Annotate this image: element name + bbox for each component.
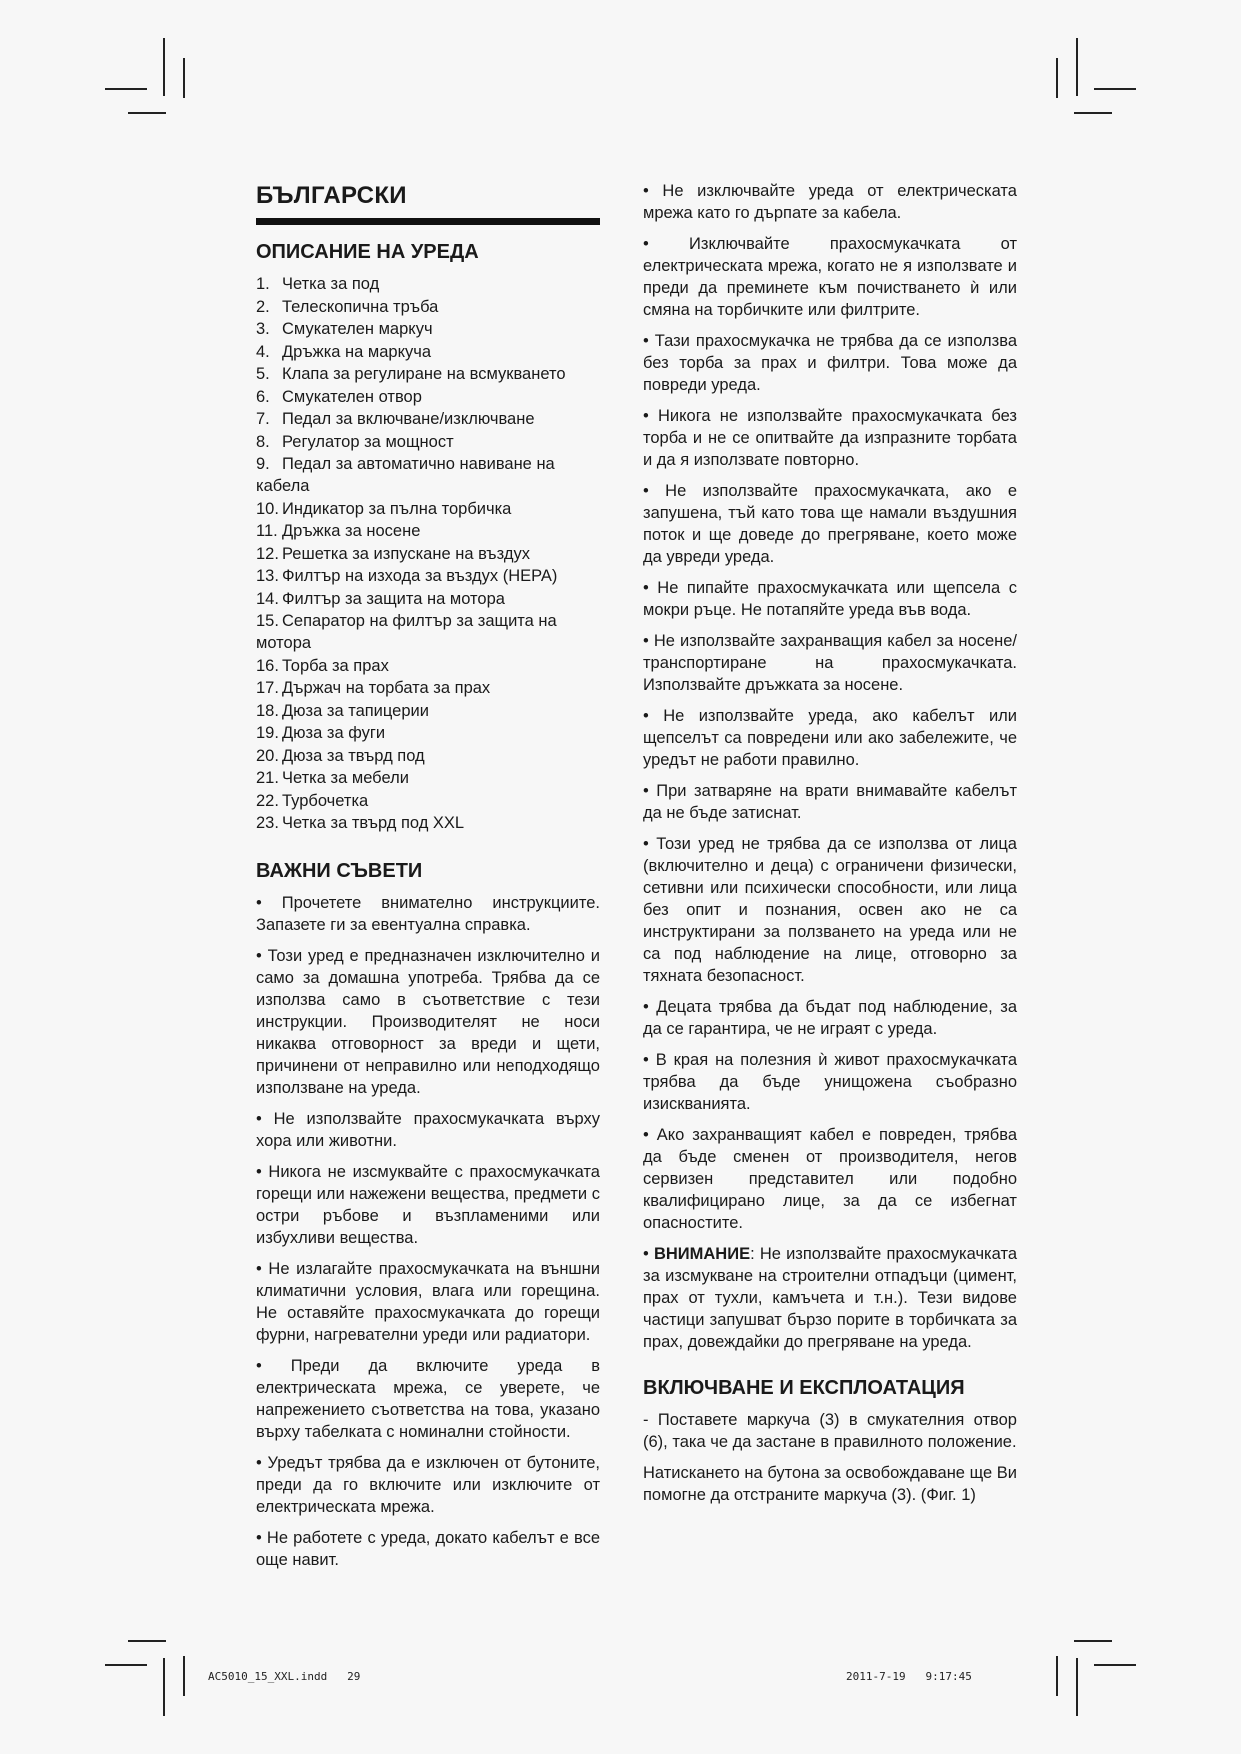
part-number: 22. — [256, 791, 279, 810]
parts-list-item — [256, 610, 600, 654]
part-number: 14. — [256, 589, 279, 608]
crop-mark — [128, 1640, 166, 1642]
parts-list-item — [256, 812, 600, 834]
parts-list-item — [256, 767, 600, 789]
crop-mark — [1056, 58, 1058, 98]
part-name: Индикатор за пълна торбичка — [282, 499, 512, 518]
crop-mark — [105, 1664, 147, 1666]
part-name: Дюза за тапицерии — [282, 701, 429, 720]
safety-item: • Изключвайте прахосмукачката от електрическата мрежа, когато не я използвате и преди да преминете към почистването ѝ или смяна на торбичките или филтрите. — [643, 235, 1017, 319]
part-name: Дюза за твърд под — [282, 746, 425, 765]
part-name: Филтър на изхода за въздух (HEPA) — [282, 567, 558, 585]
parts-list-item — [256, 677, 600, 699]
parts-list-item — [256, 722, 600, 744]
warning-text: : Не използвайте прахосмукачката за изсмукване на строителни отпадъци (цимент, прах от тухли, камъчета и т.н.). Тези видове частици запушват бързо порите в торбичката за прах, довеждайки до прегряване на уреда. — [643, 1245, 1017, 1351]
safety-item: • Никога не изсмуквайте с прахосмукачката горещи или нажежени вещества, предмети с остри ръбове и възпламеними или избухливи вещества. — [256, 1163, 600, 1247]
part-number: 18. — [256, 701, 279, 720]
crop-mark — [1056, 1656, 1058, 1696]
safety-item: • Не работете с уреда, докато кабелът е все още навит. — [256, 1529, 600, 1569]
part-number: 9. — [256, 455, 270, 473]
parts-list-item — [256, 655, 600, 677]
crop-mark — [1074, 1640, 1112, 1642]
slug-file — [208, 1670, 360, 1683]
slug-timestamp — [846, 1670, 972, 1683]
parts-list-item — [256, 790, 600, 812]
safety-item: • Ако захранващият кабел е повреден, трябва да бъде сменен от производителя, негов сервизен представител или подобно квалифицирано лице, за да се избегнат опасностите. — [643, 1126, 1017, 1232]
part-name: Дюза за фуги — [282, 724, 386, 742]
part-name: Държач на торбата за прах — [282, 679, 491, 697]
part-name: Дръжка на маркуча — [282, 342, 432, 361]
safety-item: • Децата трябва да бъдат под наблюдение, за да се гарантира, че не играят с уреда. — [643, 998, 1017, 1038]
part-name: Турбочетка — [282, 791, 369, 810]
part-number: 12. — [256, 544, 279, 563]
part-name: Четка за под — [282, 275, 380, 293]
safety-list — [256, 892, 600, 1571]
parts-list-item — [256, 296, 600, 318]
slug-page-number: 29 — [347, 1670, 361, 1683]
part-number: 10. — [256, 499, 279, 518]
operation-title: ВКЛЮЧВАНЕ И ЕКСПЛОАТАЦИЯ — [643, 1377, 965, 1399]
parts-list-item — [256, 543, 600, 565]
part-number: 4. — [256, 342, 270, 361]
right-column — [643, 180, 1017, 1515]
parts-list-item — [256, 386, 600, 408]
part-name: Регулатор за мощност — [282, 432, 454, 451]
part-name: Смукателен отвор — [282, 387, 422, 406]
safety-title: ВАЖНИ СЪВЕТИ — [256, 860, 423, 882]
crop-mark — [183, 58, 185, 98]
part-number: 23. — [256, 814, 279, 832]
part-number: 21. — [256, 769, 279, 787]
part-name: Клапа за регулиране на всмукването — [282, 365, 566, 383]
language-heading: БЪЛГАРСКИ — [256, 182, 407, 209]
left-column — [256, 180, 600, 1580]
safety-item: • Прочетете внимателно инструкциите. Запазете ги за евентуална справка. — [256, 894, 600, 934]
slug-time: 9:17:45 — [925, 1670, 972, 1683]
crop-mark — [163, 1658, 165, 1716]
safety-item: • При затваряне на врати внимавайте кабелът да не бъде затиснат. — [643, 782, 1017, 822]
part-number: 13. — [256, 567, 279, 585]
part-number: 5. — [256, 365, 270, 383]
part-name: Четка за мебели — [282, 769, 409, 787]
safety-item: • Не използвайте прахосмукачката върху хора или животни. — [256, 1110, 600, 1150]
crop-mark — [1076, 38, 1078, 96]
parts-list-item — [256, 700, 600, 722]
part-number: 20. — [256, 746, 279, 765]
crop-mark — [163, 38, 165, 96]
part-name: Решетка за изпускане на въздух — [282, 544, 530, 563]
parts-list-item — [256, 318, 600, 340]
operation-step: Натискането на бутона за освобождаване ще Ви помогне да отстраните маркуча (3). (Фиг. 1) — [643, 1464, 1017, 1504]
parts-list — [256, 273, 600, 834]
part-number: 2. — [256, 297, 270, 316]
crop-mark — [183, 1656, 185, 1696]
parts-list-item — [256, 453, 600, 497]
crop-mark — [1076, 1658, 1078, 1716]
heading-rule — [256, 218, 600, 225]
part-name: Сепаратор на филтър за защита на мотора — [256, 612, 557, 652]
part-number: 15. — [256, 612, 279, 630]
part-number: 8. — [256, 432, 270, 451]
crop-mark — [1074, 112, 1112, 114]
slug-file-name: AC5010_15_XXL.indd — [208, 1670, 328, 1683]
part-name: Дръжка за носене — [282, 522, 421, 540]
safety-item: • Не изключвайте уреда от електрическата мрежа като го дърпате за кабела. — [643, 182, 1017, 222]
warning-label: ВНИМАНИЕ — [653, 1245, 751, 1263]
crop-mark — [1094, 1664, 1136, 1666]
crop-mark — [128, 112, 166, 114]
part-number: 7. — [256, 410, 270, 428]
crop-mark — [105, 88, 147, 90]
parts-list-item — [256, 273, 600, 295]
part-number: 6. — [256, 387, 270, 406]
crop-mark — [1094, 88, 1136, 90]
part-number: 11. — [256, 522, 278, 540]
parts-list-item — [256, 363, 600, 385]
part-number: 19. — [256, 724, 279, 742]
part-number: 3. — [256, 320, 270, 338]
parts-list-item — [256, 520, 600, 542]
part-name: Четка за твърд под XXL — [282, 814, 465, 832]
safety-item: • Този уред не трябва да се използва от лица (включително и деца) с ограничени физически, сетивни или психически способности, или лица без опит и познания, освен ако не са инструктирани за ползването на уреда или не са под наблюдение на лице, отговорно за тяхната безопасност. — [643, 835, 1017, 985]
part-number: 16. — [256, 656, 279, 675]
safety-item: • Уредът трябва да е изключен от бутоните, преди да го включите или изключите от електрическата мрежа. — [256, 1454, 600, 1516]
warning-paragraph: • ВНИМАНИЕ: Не използвайте прахосмукачката за изсмукване на строителни отпадъци (цимент, прах от тухли, камъчета и т.н.). Тези видове частици запушват бързо порите в торбичката за прах, довеждайки до прегряване на уреда. — [643, 1245, 1017, 1351]
safety-item: • В края на полезния ѝ живот прахосмукачката трябва да бъде унищожена съобразно изискванията. — [643, 1051, 1017, 1113]
parts-list-item — [256, 588, 600, 610]
part-name: Педал за автоматично навиване на кабела — [256, 455, 555, 495]
safety-item: • Не използвайте прахосмукачката, ако е запушена, тъй като това ще намали въздушния поток и ще доведе до прегряване, което може да увреди уреда. — [643, 482, 1017, 566]
part-name: Филтър за защита на мотора — [282, 589, 505, 608]
safety-item: • Не използвайте захранващия кабел за носене/транспортиране на прахосмукачката. Използвайте дръжката за носене. — [643, 632, 1017, 694]
description-title: ОПИСАНИЕ НА УРЕДА — [256, 241, 479, 263]
part-name: Торба за прах — [282, 656, 389, 675]
safety-item: • Никога не използвайте прахосмукачката без торба и не се опитвайте да изпразните торбата и да я използвате повторно. — [643, 407, 1017, 469]
part-name: Телескопична тръба — [282, 297, 439, 316]
safety-item: • Тази прахосмукачка не трябва да се използва без торба за прах и филтри. Това може да повреди уреда. — [643, 332, 1017, 394]
safety-item: • Този уред е предназначен изключително и само за домашна употреба. Трябва да се използва само в съответствие с тези инструкции. Производителят не носи никаква отговорност за вреди и щети, причинени от неправилно или неподходящо използване на уреда. — [256, 947, 600, 1097]
slug-date: 2011-7-19 — [846, 1670, 906, 1683]
parts-list-item — [256, 431, 600, 453]
parts-list-item — [256, 341, 600, 363]
part-name: Педал за включване/изключване — [282, 410, 535, 428]
operation-list — [643, 1409, 1017, 1506]
part-number: 1. — [256, 275, 270, 293]
safety-item: • Не пипайте прахосмукачката или щепсела с мокри ръце. Не потапяйте уреда във вода. — [643, 579, 1017, 619]
part-number: 17. — [256, 679, 279, 697]
safety-item: • Не излагайте прахосмукачката на външни климатични условия, влага или горещина. Не оставяйте прахосмукачката до горещи фурни, нагревателни уреди или радиатори. — [256, 1260, 600, 1344]
parts-list-item — [256, 565, 600, 587]
safety-list-continued — [643, 180, 1017, 1234]
operation-step: - Поставете маркуча (3) в смукателния отвор (6), така че да застане в правилното положение. — [643, 1411, 1017, 1451]
safety-item: • Преди да включите уреда в електрическата мрежа, се уверете, че напрежението съответства на това, указано върху табелката с номинални стойности. — [256, 1357, 600, 1441]
parts-list-item — [256, 745, 600, 767]
part-name: Смукателен маркуч — [282, 320, 433, 338]
parts-list-item — [256, 408, 600, 430]
parts-list-item — [256, 498, 600, 520]
safety-item: • Не използвайте уреда, ако кабелът или щепселът са повредени или ако забележите, че уредът не работи правилно. — [643, 707, 1017, 769]
